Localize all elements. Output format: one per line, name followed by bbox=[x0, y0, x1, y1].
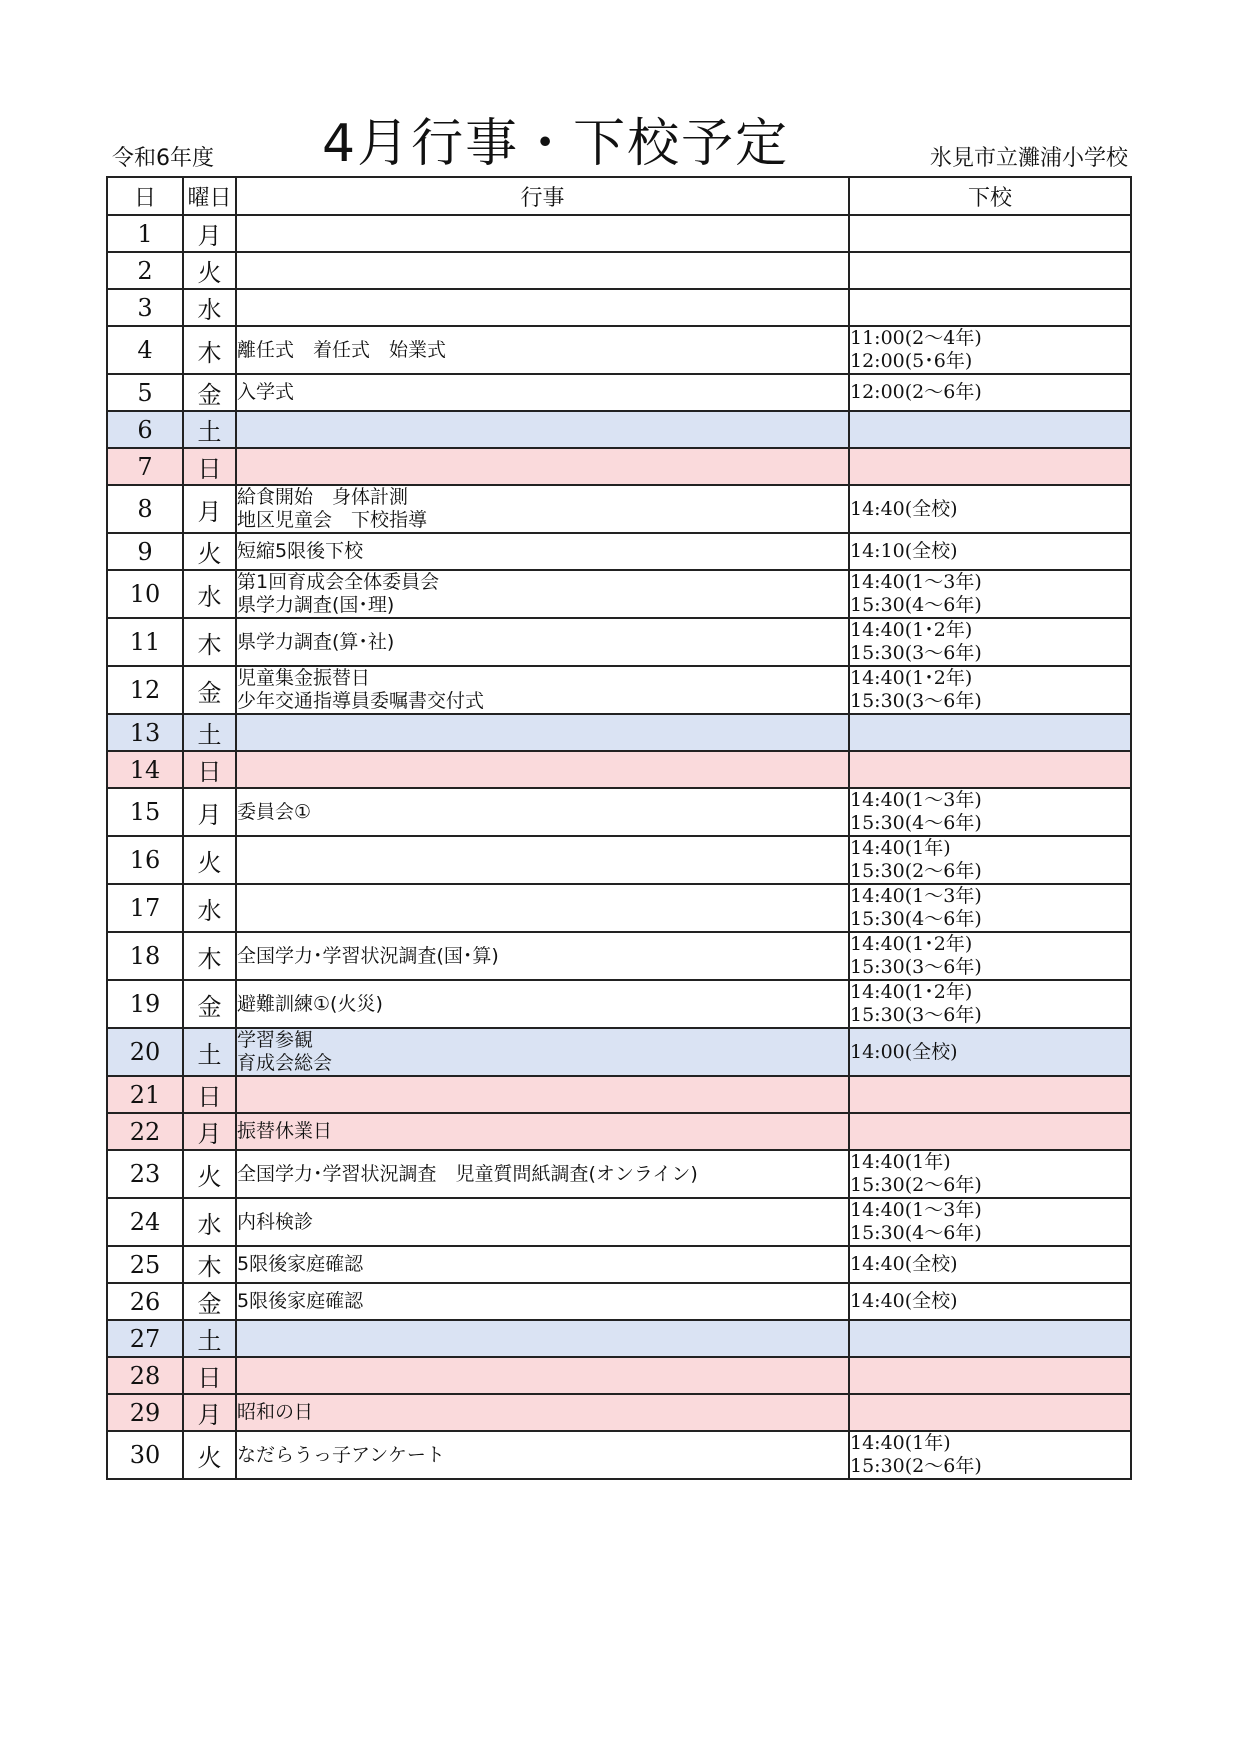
weekday-cell: 日 bbox=[183, 448, 236, 485]
events-cell bbox=[236, 411, 849, 448]
day-cell: 11 bbox=[107, 618, 183, 666]
weekday-cell: 月 bbox=[183, 1394, 236, 1431]
dismissal-cell bbox=[849, 252, 1131, 289]
event-line: 県学力調査(国･理) bbox=[237, 594, 395, 616]
events-cell bbox=[236, 485, 849, 533]
dismissal-line: 15:30(4～6年) bbox=[850, 908, 982, 930]
table-row bbox=[107, 788, 1131, 836]
event-line: 短縮5限後下校 bbox=[237, 540, 364, 562]
day-cell: 30 bbox=[107, 1431, 183, 1479]
dismissal-cell bbox=[849, 1394, 1131, 1431]
dismissal-line: 14:40(全校) bbox=[850, 1253, 958, 1275]
dismissal-cell bbox=[849, 666, 1131, 714]
table-row bbox=[107, 836, 1131, 884]
dismissal-line: 15:30(4～6年) bbox=[850, 812, 982, 834]
events-cell bbox=[236, 1076, 849, 1113]
events-cell bbox=[236, 570, 849, 618]
events-cell bbox=[236, 714, 849, 751]
weekday-cell: 月 bbox=[183, 485, 236, 533]
dismissal-line: 14:40(1～3年) bbox=[850, 885, 982, 907]
table-row bbox=[107, 666, 1131, 714]
table-row bbox=[107, 618, 1131, 666]
day-cell: 18 bbox=[107, 932, 183, 980]
day-cell: 6 bbox=[107, 411, 183, 448]
table-row bbox=[107, 751, 1131, 788]
table-row bbox=[107, 1283, 1131, 1320]
day-cell: 4 bbox=[107, 326, 183, 374]
day-cell: 15 bbox=[107, 788, 183, 836]
event-line: 昭和の日 bbox=[237, 1401, 314, 1423]
dismissal-cell bbox=[849, 1246, 1131, 1283]
dismissal-line: 14:40(1･2年) bbox=[850, 667, 973, 689]
event-line: 県学力調査(算･社) bbox=[237, 630, 395, 653]
fiscal-year: 令和6年度 bbox=[112, 146, 214, 171]
day-cell: 22 bbox=[107, 1113, 183, 1150]
events-cell bbox=[236, 618, 849, 666]
events-cell bbox=[236, 1283, 849, 1320]
day-cell: 19 bbox=[107, 980, 183, 1028]
weekday-cell: 土 bbox=[183, 1320, 236, 1357]
table-row bbox=[107, 374, 1131, 411]
day-cell: 16 bbox=[107, 836, 183, 884]
table-row bbox=[107, 570, 1131, 618]
day-cell: 14 bbox=[107, 751, 183, 788]
events-cell bbox=[236, 1246, 849, 1283]
weekday-cell: 火 bbox=[183, 1431, 236, 1479]
dismissal-line: 12:00(5･6年) bbox=[850, 350, 973, 372]
day-cell: 3 bbox=[107, 289, 183, 326]
dismissal-cell bbox=[849, 884, 1131, 932]
weekday-cell: 木 bbox=[183, 618, 236, 666]
table-row bbox=[107, 533, 1131, 570]
events-cell bbox=[236, 326, 849, 374]
dismissal-cell bbox=[849, 836, 1131, 884]
table-row bbox=[107, 326, 1131, 374]
dismissal-line: 15:30(3～6年) bbox=[850, 1004, 982, 1026]
event-line: 5限後家庭確認 bbox=[237, 1253, 364, 1275]
dismissal-cell bbox=[849, 788, 1131, 836]
dismissal-line: 15:30(2～6年) bbox=[850, 1455, 982, 1477]
events-cell bbox=[236, 1394, 849, 1431]
dismissal-cell bbox=[849, 1283, 1131, 1320]
weekday-cell: 土 bbox=[183, 714, 236, 751]
dismissal-line: 15:30(3～6年) bbox=[850, 956, 982, 978]
dismissal-line: 14:40(1年) bbox=[850, 837, 951, 859]
day-cell: 23 bbox=[107, 1150, 183, 1198]
event-line: 給食開始 身体計測 bbox=[237, 486, 409, 508]
table-row bbox=[107, 932, 1131, 980]
dismissal-cell bbox=[849, 533, 1131, 570]
weekday-cell: 火 bbox=[183, 1150, 236, 1198]
dismissal-cell bbox=[849, 1431, 1131, 1479]
weekday-cell: 月 bbox=[183, 1113, 236, 1150]
table-row bbox=[107, 1394, 1131, 1431]
dismissal-line: 14:10(全校) bbox=[850, 540, 958, 562]
dismissal-line: 14:40(全校) bbox=[850, 497, 958, 520]
events-cell bbox=[236, 374, 849, 411]
table-row bbox=[107, 1076, 1131, 1113]
event-line: 委員会① bbox=[237, 800, 312, 823]
dismissal-line: 14:40(1～3年) bbox=[850, 1199, 982, 1221]
events-cell bbox=[236, 215, 849, 252]
table-row bbox=[107, 215, 1131, 252]
day-cell: 24 bbox=[107, 1198, 183, 1246]
events-cell bbox=[236, 1028, 849, 1076]
table-row bbox=[107, 980, 1131, 1028]
dismissal-cell bbox=[849, 1076, 1131, 1113]
dismissal-cell bbox=[849, 448, 1131, 485]
table-row bbox=[107, 1198, 1131, 1246]
column-header-dismissal: 下校 bbox=[849, 177, 1131, 215]
day-cell: 21 bbox=[107, 1076, 183, 1113]
dismissal-cell bbox=[849, 618, 1131, 666]
events-cell bbox=[236, 666, 849, 714]
events-cell bbox=[236, 1198, 849, 1246]
weekday-cell: 木 bbox=[183, 1246, 236, 1283]
weekday-cell: 金 bbox=[183, 980, 236, 1028]
event-line: 第1回育成会全体委員会 bbox=[237, 571, 440, 593]
school-name: 氷見市立灘浦小学校 bbox=[929, 146, 1128, 171]
weekday-cell: 水 bbox=[183, 570, 236, 618]
header-row bbox=[107, 177, 1131, 215]
event-line: 全国学力･学習状況調査(国･算) bbox=[237, 944, 499, 967]
day-cell: 8 bbox=[107, 485, 183, 533]
table-row bbox=[107, 884, 1131, 932]
dismissal-line: 14:40(1年) bbox=[850, 1151, 951, 1173]
dismissal-line: 14:40(全校) bbox=[850, 1290, 958, 1312]
dismissal-line: 15:30(2～6年) bbox=[850, 1174, 982, 1196]
event-line: 地区児童会 下校指導 bbox=[237, 509, 428, 531]
weekday-cell: 日 bbox=[183, 1357, 236, 1394]
weekday-cell: 木 bbox=[183, 932, 236, 980]
event-line: 育成会総会 bbox=[237, 1052, 333, 1074]
event-line: 学習参観 bbox=[237, 1029, 314, 1051]
schedule-table bbox=[106, 176, 1132, 1480]
table-row bbox=[107, 1320, 1131, 1357]
table-row bbox=[107, 448, 1131, 485]
schedule-body bbox=[107, 215, 1131, 1479]
dismissal-cell bbox=[849, 485, 1131, 533]
table-row bbox=[107, 714, 1131, 751]
dismissal-cell bbox=[849, 1028, 1131, 1076]
weekday-cell: 土 bbox=[183, 411, 236, 448]
event-line: 全国学力･学習状況調査 児童質問紙調査(オンライン) bbox=[237, 1162, 698, 1185]
day-cell: 10 bbox=[107, 570, 183, 618]
events-cell bbox=[236, 788, 849, 836]
events-cell bbox=[236, 884, 849, 932]
table-row bbox=[107, 1113, 1131, 1150]
events-cell bbox=[236, 289, 849, 326]
day-cell: 2 bbox=[107, 252, 183, 289]
event-line: 内科検診 bbox=[237, 1210, 314, 1233]
table-row bbox=[107, 1246, 1131, 1283]
column-header-weekday: 曜日 bbox=[183, 177, 236, 215]
dismissal-cell bbox=[849, 411, 1131, 448]
day-cell: 13 bbox=[107, 714, 183, 751]
event-line: 5限後家庭確認 bbox=[237, 1290, 364, 1312]
table-row bbox=[107, 1150, 1131, 1198]
weekday-cell: 水 bbox=[183, 884, 236, 932]
dismissal-cell bbox=[849, 714, 1131, 751]
column-header-day: 日 bbox=[107, 177, 183, 215]
day-cell: 25 bbox=[107, 1246, 183, 1283]
weekday-cell: 水 bbox=[183, 289, 236, 326]
dismissal-cell bbox=[849, 1320, 1131, 1357]
page-header bbox=[106, 112, 1130, 176]
day-cell: 12 bbox=[107, 666, 183, 714]
weekday-cell: 土 bbox=[183, 1028, 236, 1076]
dismissal-line: 14:40(1･2年) bbox=[850, 933, 973, 955]
dismissal-line: 15:30(4～6年) bbox=[850, 1222, 982, 1244]
events-cell bbox=[236, 1113, 849, 1150]
weekday-cell: 火 bbox=[183, 533, 236, 570]
events-cell bbox=[236, 980, 849, 1028]
dismissal-cell bbox=[849, 980, 1131, 1028]
day-cell: 28 bbox=[107, 1357, 183, 1394]
weekday-cell: 火 bbox=[183, 252, 236, 289]
weekday-cell: 月 bbox=[183, 215, 236, 252]
dismissal-cell bbox=[849, 289, 1131, 326]
table-row bbox=[107, 485, 1131, 533]
weekday-cell: 金 bbox=[183, 1283, 236, 1320]
day-cell: 29 bbox=[107, 1394, 183, 1431]
day-cell: 27 bbox=[107, 1320, 183, 1357]
dismissal-cell bbox=[849, 326, 1131, 374]
event-line: 離任式 着任式 始業式 bbox=[237, 338, 447, 361]
events-cell bbox=[236, 533, 849, 570]
events-cell bbox=[236, 1357, 849, 1394]
day-cell: 7 bbox=[107, 448, 183, 485]
event-line: 避難訓練①(火災) bbox=[237, 992, 383, 1015]
table-row bbox=[107, 1357, 1131, 1394]
weekday-cell: 金 bbox=[183, 374, 236, 411]
dismissal-line: 15:30(2～6年) bbox=[850, 860, 982, 882]
dismissal-line: 15:30(3～6年) bbox=[850, 642, 982, 664]
events-cell bbox=[236, 836, 849, 884]
dismissal-line: 14:40(1年) bbox=[850, 1432, 951, 1454]
events-cell bbox=[236, 1431, 849, 1479]
dismissal-line: 14:40(1･2年) bbox=[850, 619, 973, 641]
day-cell: 20 bbox=[107, 1028, 183, 1076]
day-cell: 9 bbox=[107, 533, 183, 570]
page-title: 4月行事・下校予定 bbox=[322, 114, 790, 174]
weekday-cell: 日 bbox=[183, 751, 236, 788]
dismissal-cell bbox=[849, 1198, 1131, 1246]
events-cell bbox=[236, 932, 849, 980]
weekday-cell: 火 bbox=[183, 836, 236, 884]
table-row bbox=[107, 1431, 1131, 1479]
dismissal-line: 15:30(3～6年) bbox=[850, 690, 982, 712]
day-cell: 5 bbox=[107, 374, 183, 411]
dismissal-cell bbox=[849, 1150, 1131, 1198]
events-cell bbox=[236, 751, 849, 788]
weekday-cell: 水 bbox=[183, 1198, 236, 1246]
column-header-events: 行事 bbox=[236, 177, 849, 215]
dismissal-line: 14:40(1～3年) bbox=[850, 789, 982, 811]
table-row bbox=[107, 411, 1131, 448]
weekday-cell: 木 bbox=[183, 326, 236, 374]
event-line: 振替休業日 bbox=[237, 1120, 333, 1142]
dismissal-cell bbox=[849, 1113, 1131, 1150]
dismissal-line: 14:00(全校) bbox=[850, 1040, 958, 1063]
weekday-cell: 月 bbox=[183, 788, 236, 836]
dismissal-line: 15:30(4～6年) bbox=[850, 594, 982, 616]
dismissal-line: 14:40(1～3年) bbox=[850, 571, 982, 593]
table-row bbox=[107, 289, 1131, 326]
events-cell bbox=[236, 1320, 849, 1357]
day-cell: 26 bbox=[107, 1283, 183, 1320]
events-cell bbox=[236, 448, 849, 485]
event-line: なだらうっ子アンケート bbox=[237, 1443, 445, 1466]
table-row bbox=[107, 252, 1131, 289]
table-row bbox=[107, 1028, 1131, 1076]
events-cell bbox=[236, 1150, 849, 1198]
event-line: 児童集金振替日 bbox=[237, 667, 371, 689]
dismissal-cell bbox=[849, 932, 1131, 980]
dismissal-cell bbox=[849, 570, 1131, 618]
weekday-cell: 日 bbox=[183, 1076, 236, 1113]
dismissal-line: 14:40(1･2年) bbox=[850, 981, 973, 1003]
dismissal-cell bbox=[849, 374, 1131, 411]
events-cell bbox=[236, 252, 849, 289]
day-cell: 1 bbox=[107, 215, 183, 252]
event-line: 入学式 bbox=[237, 381, 295, 403]
dismissal-cell bbox=[849, 751, 1131, 788]
weekday-cell: 金 bbox=[183, 666, 236, 714]
dismissal-line: 12:00(2～6年) bbox=[850, 381, 982, 403]
dismissal-cell bbox=[849, 1357, 1131, 1394]
day-cell: 17 bbox=[107, 884, 183, 932]
event-line: 少年交通指導員委嘱書交付式 bbox=[237, 690, 485, 712]
dismissal-cell bbox=[849, 215, 1131, 252]
dismissal-line: 11:00(2～4年) bbox=[850, 327, 982, 349]
